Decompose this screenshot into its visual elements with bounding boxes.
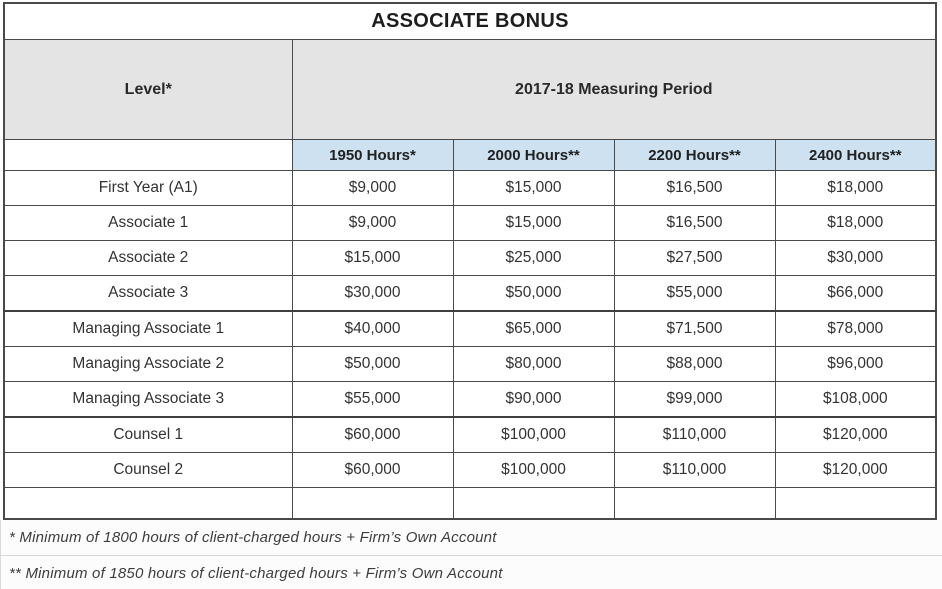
bonus-cell: $15,000 [453, 206, 614, 241]
level-cell: Counsel 1 [4, 417, 292, 453]
bonus-cell: $60,000 [292, 453, 453, 488]
bonus-cell: $71,500 [614, 311, 775, 347]
table-row [4, 206, 936, 241]
footnote-single-asterisk: * Minimum of 1800 hours of client-charged hours + Firm’s Own Account [1, 520, 942, 556]
bonus-cell: $30,000 [292, 276, 453, 312]
table-row [4, 311, 936, 347]
table-row [4, 347, 936, 382]
level-cell: Counsel 2 [4, 453, 292, 488]
table-row [4, 171, 936, 206]
table-row [4, 241, 936, 276]
table-title-row [4, 3, 936, 40]
hours-column-header-2400: 2400 Hours** [775, 140, 936, 171]
table-row [4, 382, 936, 418]
bonus-cell: $16,500 [614, 206, 775, 241]
page-title: ASSOCIATE BONUS [4, 3, 936, 40]
table-row [4, 276, 936, 312]
hours-column-header-2200: 2200 Hours** [614, 140, 775, 171]
level-cell: First Year (A1) [4, 171, 292, 206]
empty-cell [614, 488, 775, 520]
empty-cell [453, 488, 614, 520]
bonus-cell: $27,500 [614, 241, 775, 276]
bonus-cell: $99,000 [614, 382, 775, 418]
level-cell: Managing Associate 1 [4, 311, 292, 347]
bonus-cell: $110,000 [614, 453, 775, 488]
table-row [4, 417, 936, 453]
empty-cell [292, 488, 453, 520]
hours-subheader-row [4, 140, 936, 171]
level-cell: Associate 2 [4, 241, 292, 276]
bonus-cell: $30,000 [775, 241, 936, 276]
level-cell: Associate 3 [4, 276, 292, 312]
bonus-cell: $96,000 [775, 347, 936, 382]
bonus-cell: $100,000 [453, 417, 614, 453]
level-column-header: Level* [4, 40, 292, 140]
table-row [4, 453, 936, 488]
bonus-cell: $110,000 [614, 417, 775, 453]
bonus-cell: $55,000 [292, 382, 453, 418]
bonus-cell: $15,000 [292, 241, 453, 276]
bonus-cell: $50,000 [292, 347, 453, 382]
empty-cell [775, 488, 936, 520]
bonus-cell: $55,000 [614, 276, 775, 312]
table-header-row [4, 40, 936, 140]
bonus-cell: $60,000 [292, 417, 453, 453]
footnotes-section [0, 520, 942, 589]
bonus-cell: $50,000 [453, 276, 614, 312]
bonus-cell: $100,000 [453, 453, 614, 488]
bonus-cell: $9,000 [292, 206, 453, 241]
bonus-cell: $108,000 [775, 382, 936, 418]
bonus-cell: $15,000 [453, 171, 614, 206]
bonus-cell: $25,000 [453, 241, 614, 276]
blank-corner-cell [4, 140, 292, 171]
level-cell: Managing Associate 2 [4, 347, 292, 382]
bonus-cell: $16,500 [614, 171, 775, 206]
measuring-period-header: 2017-18 Measuring Period [292, 40, 936, 140]
hours-column-header-2000: 2000 Hours** [453, 140, 614, 171]
bonus-cell: $78,000 [775, 311, 936, 347]
bonus-cell: $66,000 [775, 276, 936, 312]
bonus-cell: $18,000 [775, 171, 936, 206]
hours-column-header-1950: 1950 Hours* [292, 140, 453, 171]
empty-table-row [4, 488, 936, 520]
bonus-cell: $9,000 [292, 171, 453, 206]
empty-cell [4, 488, 292, 520]
bonus-cell: $120,000 [775, 453, 936, 488]
level-cell: Managing Associate 3 [4, 382, 292, 418]
associate-bonus-table [3, 2, 937, 520]
bonus-cell: $88,000 [614, 347, 775, 382]
bonus-cell: $65,000 [453, 311, 614, 347]
footnote-double-asterisk: ** Minimum of 1850 hours of client-charged hours + Firm’s Own Account [9, 565, 503, 582]
bonus-cell: $90,000 [453, 382, 614, 418]
bonus-cell: $40,000 [292, 311, 453, 347]
bonus-cell: $18,000 [775, 206, 936, 241]
level-cell: Associate 1 [4, 206, 292, 241]
bonus-cell: $120,000 [775, 417, 936, 453]
bonus-cell: $80,000 [453, 347, 614, 382]
